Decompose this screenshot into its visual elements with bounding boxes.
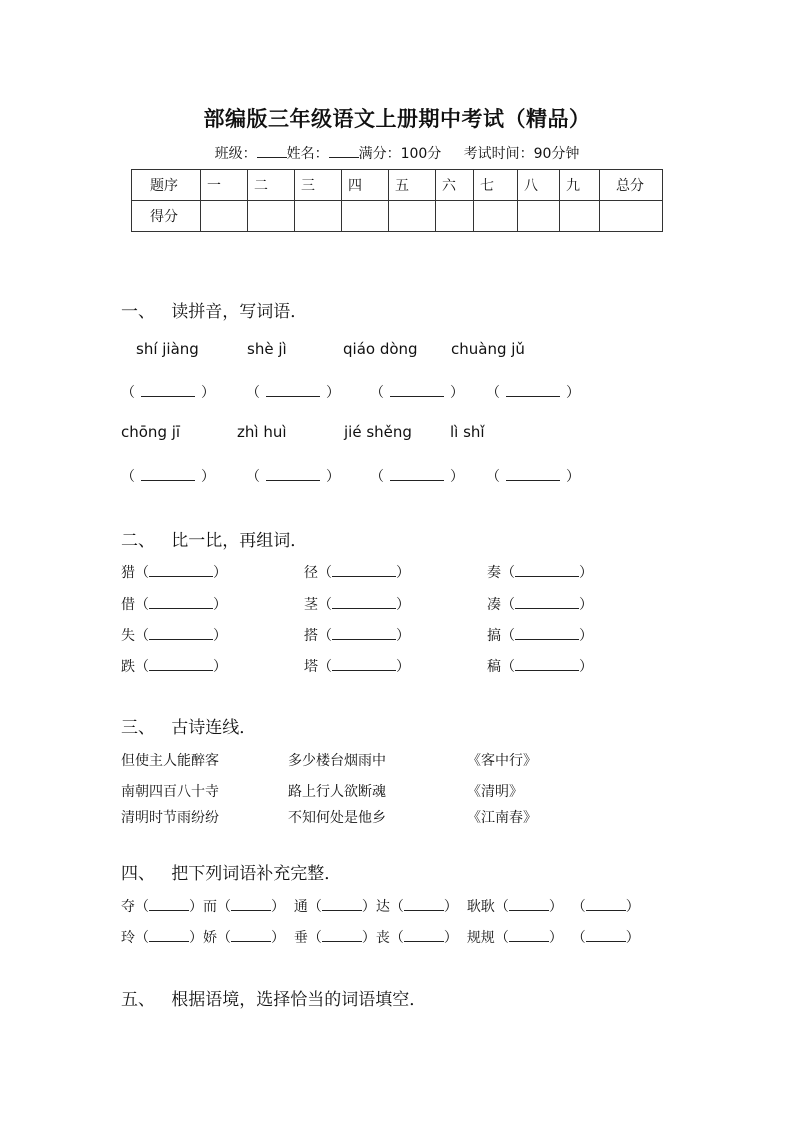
idiom-blank[interactable] — [322, 929, 362, 942]
header-cell: 九 — [560, 170, 600, 201]
idiom-blank[interactable] — [149, 898, 189, 911]
idiom-char: 规规 — [466, 930, 495, 946]
idiom-blank[interactable] — [322, 898, 362, 911]
idiom-blank[interactable] — [149, 929, 189, 942]
idiom-blank[interactable] — [586, 898, 626, 911]
idiom-char: 达 — [375, 899, 390, 915]
score-cell[interactable] — [436, 201, 474, 232]
idiom-char: 夺 — [121, 899, 135, 915]
section-2-heading — [121, 526, 307, 551]
compare-item[interactable]: 塔（ ） — [304, 659, 410, 675]
idiom-row-2: 玲（ ）娇（ ） 垂（ ）丧（ ） 规规（ ） （ ） — [121, 930, 640, 946]
poem-title[interactable]: 《江南春》 — [467, 810, 537, 826]
idiom-char: 耿耿 — [466, 899, 495, 915]
score-cell[interactable] — [342, 201, 389, 232]
pinyin-item: chuàng jǔ — [451, 340, 525, 358]
section-number: 四、 — [121, 864, 155, 884]
header-cell: 八 — [518, 170, 560, 201]
header-cell: 六 — [436, 170, 474, 201]
pinyin-item: shè jì — [247, 340, 287, 358]
pinyin-item: zhì huì — [237, 423, 287, 441]
poem-line[interactable]: 但使主人能醉客 — [121, 753, 219, 769]
header-cell: 一 — [201, 170, 248, 201]
poem-line[interactable]: 路上行人欲断魂 — [288, 784, 386, 800]
compare-item[interactable]: 失（ ） — [121, 628, 227, 644]
section-5-heading — [121, 985, 426, 1010]
score-table — [131, 169, 663, 232]
section-title: 根据语境，选择恰当的词语填空． — [171, 990, 427, 1010]
idiom-char: 娇 — [203, 930, 217, 946]
compare-item[interactable]: 借（ ） — [121, 597, 227, 613]
class-blank[interactable] — [257, 143, 287, 158]
name-blank[interactable] — [329, 143, 359, 158]
header-cell: 七 — [474, 170, 518, 201]
page-title: 部编版三年级语文上册期中考试（精品） — [203, 106, 591, 131]
header-cell: 五 — [389, 170, 436, 201]
answer-blank[interactable]: （ ） — [370, 469, 464, 485]
section-number: 五、 — [121, 990, 155, 1010]
score-cell[interactable] — [295, 201, 342, 232]
poem-line[interactable]: 多少楼台烟雨中 — [288, 753, 386, 769]
section-title: 古诗连线． — [171, 718, 257, 738]
pinyin-item: qiáo dòng — [343, 340, 418, 358]
idiom-blank[interactable] — [586, 929, 626, 942]
poem-title[interactable]: 《清明》 — [467, 784, 523, 800]
score-cell[interactable] — [201, 201, 248, 232]
compare-item[interactable]: 搭（ ） — [304, 628, 410, 644]
score-table-score-row — [132, 201, 663, 232]
header-cell: 总分 — [600, 170, 663, 201]
score-cell[interactable] — [389, 201, 436, 232]
poem-title[interactable]: 《客中行》 — [467, 753, 537, 769]
section-3-heading — [121, 713, 256, 738]
idiom-char: 通 — [293, 899, 308, 915]
exam-info-line — [0, 143, 794, 163]
section-title: 比一比，再组词． — [171, 531, 308, 551]
answer-blank[interactable]: （ ） — [121, 469, 215, 485]
section-number: 二、 — [121, 531, 155, 551]
pinyin-item: chōng jī — [121, 423, 181, 441]
idiom-blank[interactable] — [404, 929, 444, 942]
answer-blank[interactable]: （ ） — [370, 385, 464, 401]
compare-item[interactable]: 跌（ ） — [121, 659, 227, 675]
score-cell[interactable] — [474, 201, 518, 232]
poem-line[interactable]: 清明时节雨纷纷 — [121, 810, 219, 826]
idiom-char: 垂 — [293, 930, 308, 946]
section-title: 读拼音，写词语． — [171, 302, 308, 322]
compare-item[interactable]: 稿（ ） — [487, 659, 593, 675]
idiom-blank[interactable] — [231, 929, 271, 942]
score-cell[interactable] — [600, 201, 663, 232]
idiom-blank[interactable] — [509, 898, 549, 911]
name-label: 姓名： — [286, 146, 329, 162]
answer-blank[interactable]: （ ） — [486, 385, 580, 401]
section-number: 三、 — [121, 718, 155, 738]
section-4-heading — [121, 859, 341, 884]
full-score: 满分：100分 — [358, 146, 442, 162]
exam-time: 考试时间：90分钟 — [463, 146, 580, 162]
poem-line[interactable]: 南朝四百八十寺 — [121, 784, 219, 800]
pinyin-item: shí jiàng — [136, 340, 199, 358]
header-cell: 二 — [248, 170, 295, 201]
pinyin-item: jié shěng — [344, 423, 412, 441]
section-number: 一、 — [121, 302, 155, 322]
answer-blank[interactable]: （ ） — [486, 469, 580, 485]
compare-item[interactable]: 径（ ） — [304, 565, 410, 581]
idiom-char: 而 — [203, 899, 217, 915]
poem-line[interactable]: 不知何处是他乡 — [288, 810, 386, 826]
idiom-blank[interactable] — [231, 898, 271, 911]
pinyin-item: lì shǐ — [450, 423, 485, 441]
idiom-row-1: 夺（ ）而（ ） 通（ ）达（ ） 耿耿（ ） （ ） — [121, 899, 640, 915]
score-cell[interactable] — [560, 201, 600, 232]
score-cell[interactable] — [248, 201, 295, 232]
compare-item[interactable]: 搞（ ） — [487, 628, 593, 644]
answer-blank[interactable]: （ ） — [246, 469, 340, 485]
section-title: 把下列词语补充完整． — [171, 864, 342, 884]
compare-item[interactable]: 猎（ ） — [121, 565, 227, 581]
idiom-blank[interactable] — [509, 929, 549, 942]
score-table-header-row — [132, 170, 663, 201]
class-label: 班级： — [214, 146, 257, 162]
idiom-blank[interactable] — [404, 898, 444, 911]
score-cell[interactable] — [518, 201, 560, 232]
compare-item[interactable]: 茎（ ） — [304, 597, 410, 613]
section-1-heading — [121, 297, 307, 322]
answer-blank[interactable]: （ ） — [121, 385, 215, 401]
compare-item[interactable]: 奏（ ） — [487, 565, 593, 581]
header-cell: 四 — [342, 170, 389, 201]
idiom-char: 玲 — [121, 930, 135, 946]
header-cell: 题序 — [132, 170, 201, 201]
answer-blank[interactable]: （ ） — [246, 385, 340, 401]
row-label-cell: 得分 — [132, 201, 201, 232]
compare-item[interactable]: 凑（ ） — [487, 597, 593, 613]
header-cell: 三 — [295, 170, 342, 201]
idiom-char: 丧 — [375, 930, 390, 946]
